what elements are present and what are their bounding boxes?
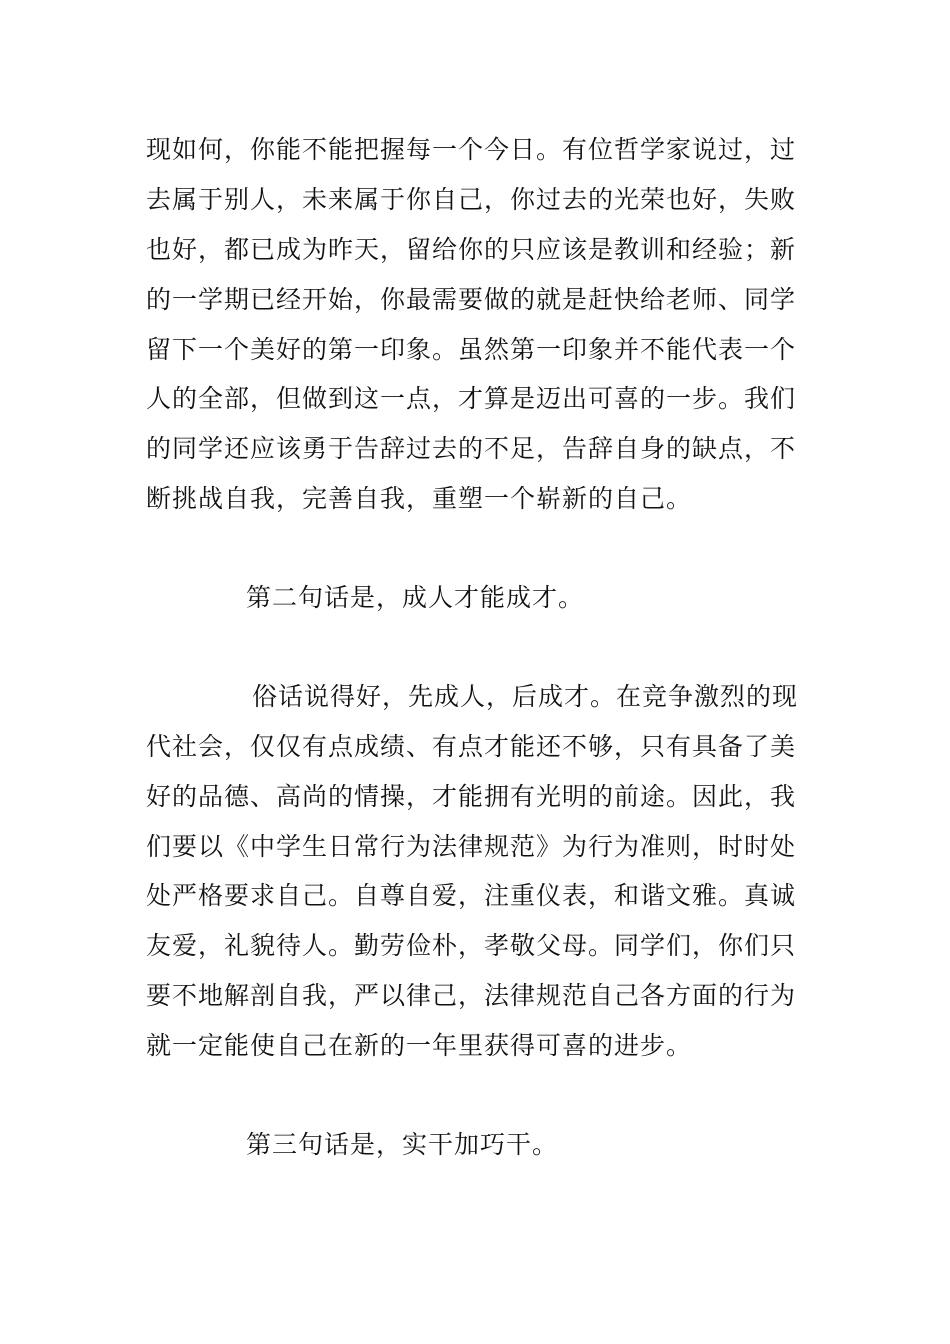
paragraph-1-line-2: 去属于别人，未来属于你自己，你过去的光荣也好，失败: [146, 185, 797, 214]
paragraph-1-line-1: 现如何，你能不能把握每一个今日。有位哲学家说过，过: [146, 135, 797, 164]
paragraph-2-line-5: 处严格要求自己。自尊自爱，注重仪表，和谐文雅。真诚: [146, 881, 797, 910]
paragraph-2-line-3: 好的品德、高尚的情操，才能拥有光明的前途。因此，我: [146, 782, 797, 811]
paragraph-1-line-5: 留下一个美好的第一印象。虽然第一印象并不能代表一个: [146, 335, 797, 364]
paragraph-2-line-7: 要不地解剖自我，严以律己，法律规范自己各方面的行为: [146, 981, 797, 1010]
paragraph-1-line-6: 人的全部，但做到这一点，才算是迈出可喜的一步。我们: [146, 384, 797, 413]
paragraph-2-line-2: 代社会，仅仅有点成绩、有点才能还不够，只有具备了美: [146, 732, 797, 761]
paragraph-2-line-6: 友爱，礼貌待人。勤劳俭朴，孝敬父母。同学们，你们只: [146, 931, 797, 960]
section-heading-3: 第三句话是，实干加巧干。: [246, 1130, 559, 1159]
paragraph-1-line-3: 也好，都已成为昨天，留给你的只应该是教训和经验；新: [146, 235, 797, 264]
paragraph-2-line-4: 们要以《中学生日常行为法律规范》为行为准则，时时处: [146, 832, 797, 861]
paragraph-2-line-1: 俗话说得好，先成人，后成才。在竞争激烈的现: [252, 682, 799, 711]
section-heading-2: 第二句话是，成人才能成才。: [246, 583, 585, 612]
paragraph-1-line-8: 断挑战自我，完善自我，重塑一个崭新的自己。: [146, 484, 693, 513]
paragraph-1-line-7: 的同学还应该勇于告辞过去的不足，告辞自身的缺点，不: [146, 434, 797, 463]
paragraph-1-line-4: 的一学期已经开始，你最需要做的就是赶快给老师、同学: [146, 285, 797, 314]
paragraph-2-line-8: 就一定能使自己在新的一年里获得可喜的进步。: [146, 1031, 693, 1060]
